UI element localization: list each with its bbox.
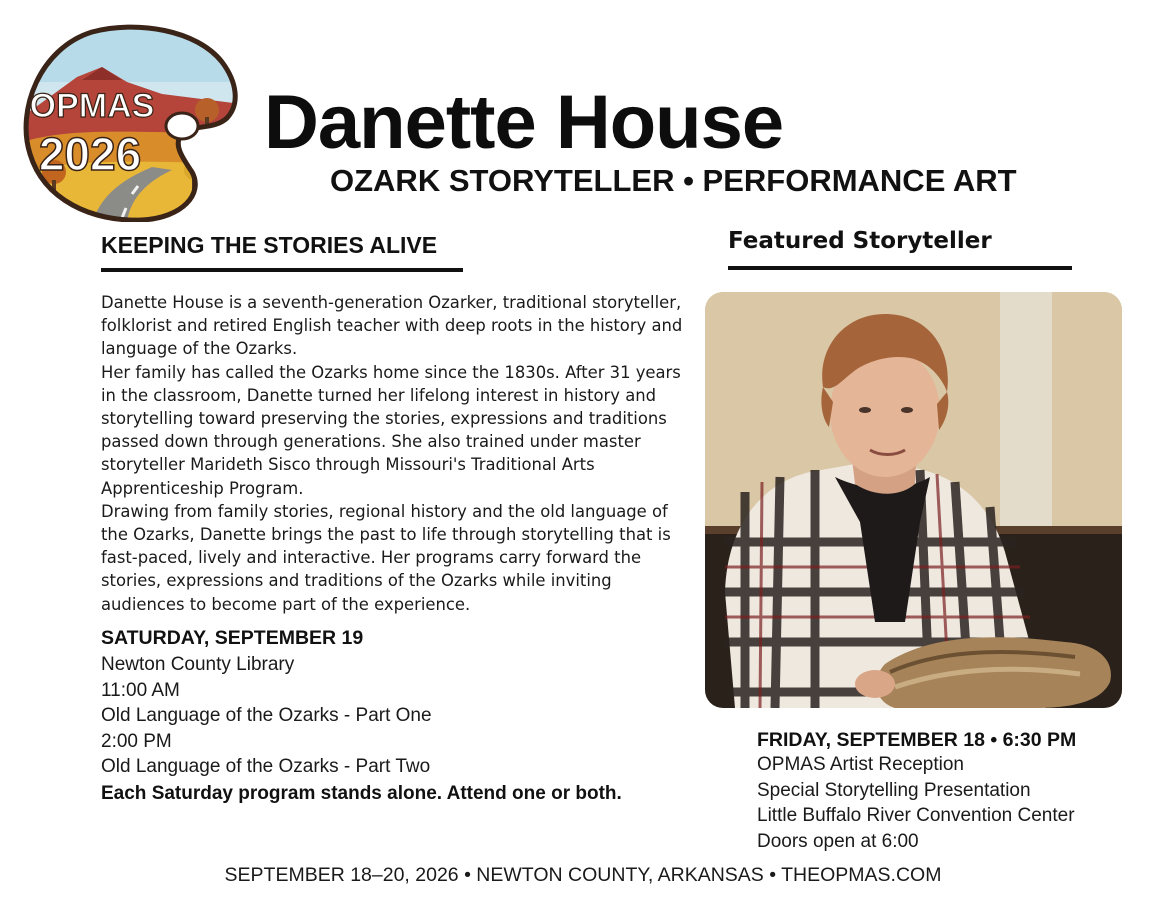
saturday-time-2: 2:00 PM xyxy=(101,730,172,752)
bio-text xyxy=(101,291,691,616)
saturday-venue: Newton County Library xyxy=(101,654,295,675)
bio-paragraph-3: Drawing from family stories, regional history and the old language of the Ozarks, Danette brings the past to life through storytelling that is fast-paced, lively and interactive. Her programs carry forward the stories, expressions and traditions of the Ozarks while inviting audiences to become part of the experience. xyxy=(101,501,671,614)
saturday-time-1: 11:00 AM xyxy=(101,679,180,701)
saturday-heading: SATURDAY, SEPTEMBER 19 xyxy=(101,627,364,649)
featured-heading-rule xyxy=(728,266,1072,270)
saturday-program-2: Old Language of the Ozarks - Part Two xyxy=(101,756,431,778)
storyteller-portrait-photo xyxy=(705,292,1122,708)
bio-section-heading: KEEPING THE STORIES ALIVE xyxy=(101,232,438,258)
friday-venue: Little Buffalo River Convention Center xyxy=(757,805,1075,827)
palette-landscape-logo xyxy=(22,22,242,222)
artist-subtitle: OZARK STORYTELLER • PERFORMANCE ART xyxy=(330,163,1017,198)
friday-schedule xyxy=(757,752,1075,854)
artist-name: Danette House xyxy=(264,80,784,165)
saturday-program-1: Old Language of the Ozarks - Part One xyxy=(101,705,432,727)
friday-heading: FRIDAY, SEPTEMBER 18 • 6:30 PM xyxy=(757,729,1077,751)
saturday-note: Each Saturday program stands alone. Attend one or both. xyxy=(101,783,622,804)
portrait-illustration xyxy=(705,292,1122,708)
friday-presentation: Special Storytelling Presentation xyxy=(757,779,1031,801)
friday-doors: Doors open at 6:00 xyxy=(757,830,919,852)
featured-heading: Featured Storyteller xyxy=(728,228,992,254)
logo-text-year: 2026 xyxy=(38,128,142,180)
footer-info: SEPTEMBER 18–20, 2026 • NEWTON COUNTY, ARKANSAS • THEOPMAS.COM xyxy=(224,864,942,886)
saturday-schedule xyxy=(101,652,432,780)
bio-paragraph-1: Danette House is a seventh-generation Ozarker, traditional storyteller, folklorist and retired English teacher with deep roots in the history and language of the Ozarks. xyxy=(101,293,683,359)
bio-paragraph-2: Her family has called the Ozarks home since the 1830s. After 31 years in the classroom, Danette turned her lifelong interest in history and storytelling toward preserving the stories, expressions and traditions passed down through generations. She also trained under master storyteller Marideth Sisco through Missouri's Traditional Arts Apprenticeship Program. xyxy=(101,362,681,498)
bio-heading-rule xyxy=(101,268,463,272)
logo-text-opmas: OPMAS xyxy=(29,87,155,125)
friday-event: OPMAS Artist Reception xyxy=(757,754,964,775)
